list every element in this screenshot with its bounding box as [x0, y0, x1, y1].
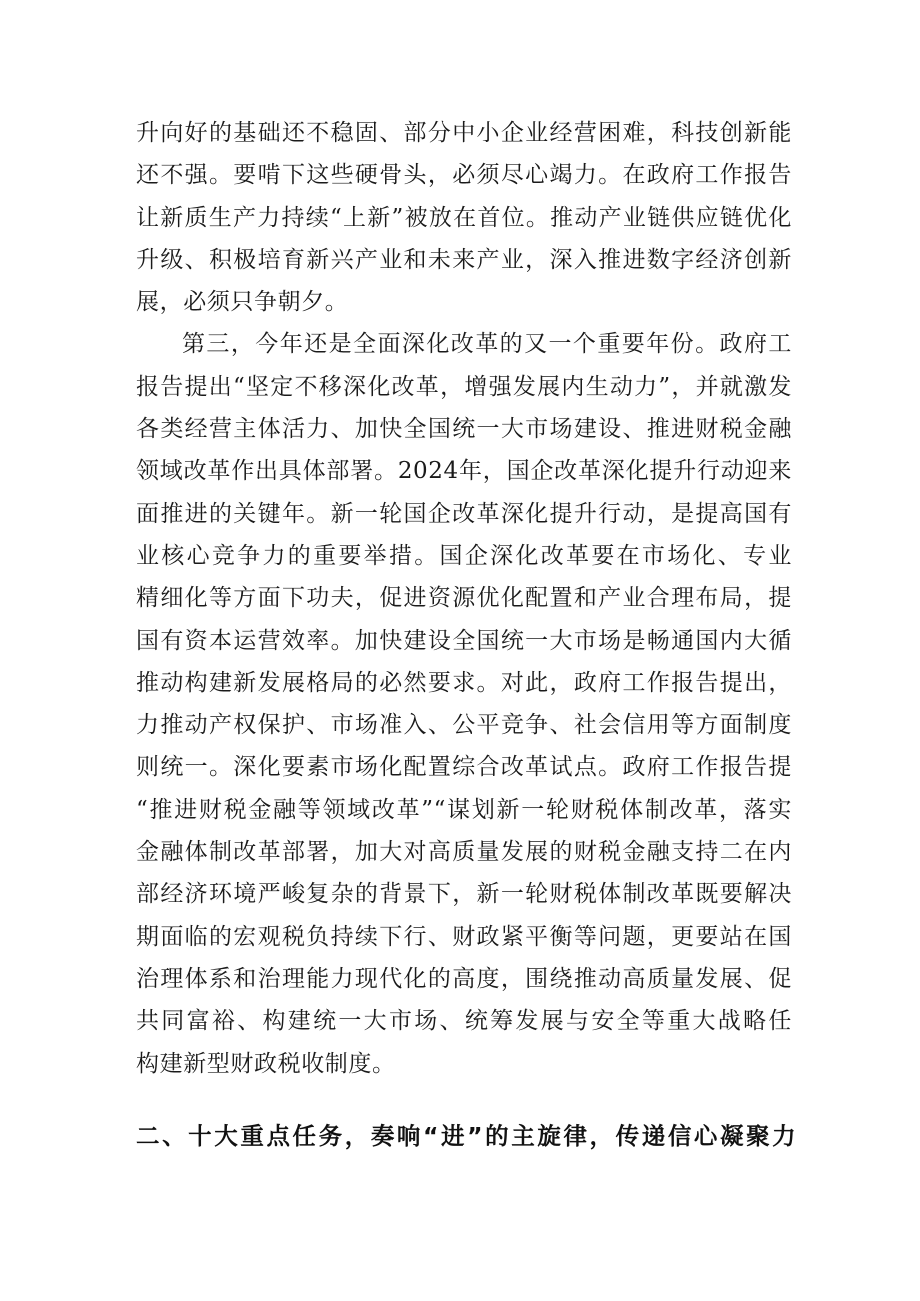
text-line: 期面临的宏观税负持续下行、财政紧平衡等问题，更要站在国	[136, 923, 792, 950]
text-line: 金融体制改革部署，加大对高质量发展的财税金融支持二在内	[136, 839, 792, 866]
text-line: 共同富裕、构建统一大市场、统筹发展与安全等重大战略任	[136, 1008, 792, 1035]
text-line: 升级、积极培育新兴产业和未来产业，深入推进数字经济创新	[136, 246, 792, 273]
text-line-paragraph-end: 构建新型财政税收制度。	[136, 1050, 396, 1077]
text-line: 治理体系和治理能力现代化的高度，围绕推动高质量发展、促	[136, 965, 792, 992]
text-line: 让新质生产力持续“上新”被放在首位。推动产业链供应链优化	[136, 204, 792, 231]
text-line: “推进财税金融等领域改革”“谋划新一轮财税体制改革，落实	[136, 796, 792, 823]
text-line-paragraph-start: 第三，今年还是全面深化改革的又一个重要年份。政府工	[182, 331, 792, 358]
text-line: 升向好的基础还不稳固、部分中小企业经营困难，科技创新能	[136, 120, 792, 146]
text-line: 则统一。深化要素市场化配置综合改革试点。政府工作报告提	[136, 754, 792, 781]
text-line: 面推进的关键年。新一轮国企改革深化提升行动，是提高国有	[136, 500, 792, 527]
text-line-paragraph-end: 展，必须只争朝夕。	[136, 289, 349, 316]
text-line: 推动构建新发展格局的必然要求。对此，政府工作报告提出，	[136, 669, 792, 696]
text-line: 各类经营主体活力、加快全国统一大市场建设、推进财税金融	[136, 416, 792, 443]
text-line: 部经济环境严峻复杂的背景下，新一轮财税体制改革既要解决	[136, 881, 792, 908]
text-line: 精细化等方面下功夫，促进资源优化配置和产业合理布局，提	[136, 585, 792, 612]
document-body	[136, 112, 792, 1085]
text-line: 力推动产权保护、市场准入、公平竞争、社会信用等方面制度	[136, 712, 792, 739]
text-line: 业核心竞争力的重要举措。国企深化改革要在市场化、专业	[136, 542, 792, 569]
section-heading: 二、十大重点任务，奏响“进”的主旋律，传递信心凝聚力	[136, 1122, 796, 1150]
text-line: 报告提出“坚定不移深化改革，增强发展内生动力”，并就激发	[136, 373, 792, 400]
text-line: 还不强。要啃下这些硬骨头，必须尽心竭力。在政府工作报告	[136, 162, 792, 189]
text-line: 国有资本运营效率。加快建设全国统一大市场是畅通国内大循	[136, 627, 792, 654]
text-line: 领域改革作出具体部署。2024年，国企改革深化提升行动迎来	[136, 458, 792, 485]
